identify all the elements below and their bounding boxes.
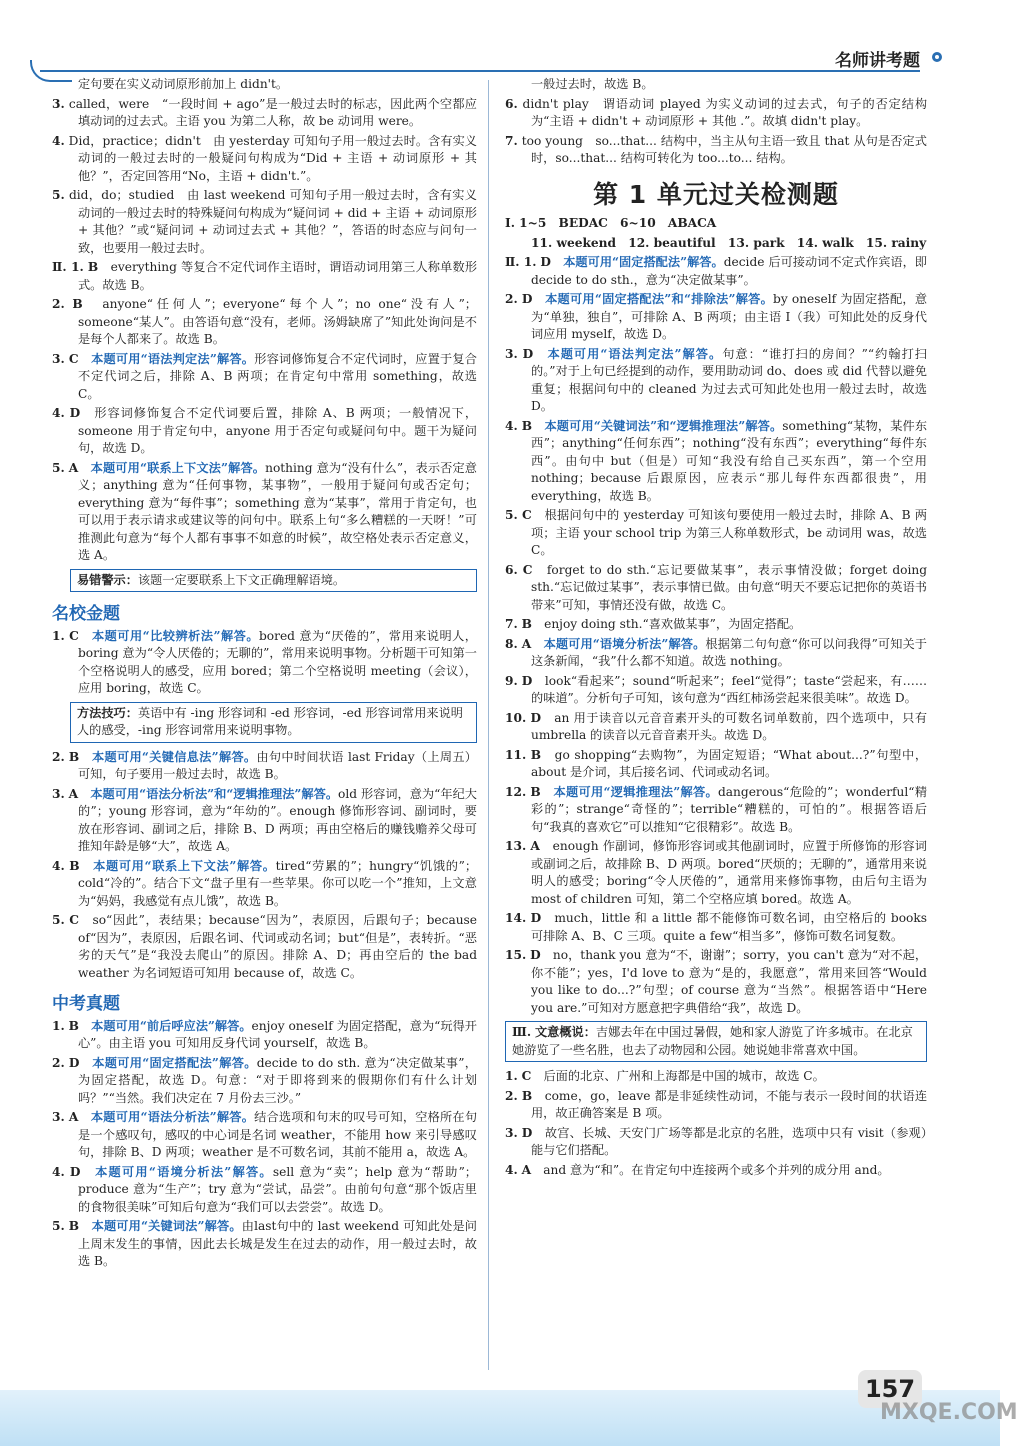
item-text: 句意：“谁打扫的房间？”“约翰打扫的。”对于上句已经提到的动作，要用助动词 do、does 或 did 代替以避免重复；根据问句中的 cleaned 为过去式可知此处也用一般过去时，故选 D。 bbox=[531, 346, 927, 413]
item-text: look“看起来”；sound“听起来”；feel“觉得”；taste“尝起来，有……的味道”。分析句子可知，该句意为“西红柿汤尝起来很美味”。故选 D。 bbox=[531, 673, 928, 705]
section1-line2 bbox=[505, 235, 927, 253]
method-highlight: 本题可用“关键信息法”解答。 bbox=[92, 749, 257, 764]
item-text: forget to do sth.“忘记要做某事”，表示事情没做；forget doing sth.“忘记做过某事”，表示事情已做。由句意“明天不要忘记把你的英语书带来”可知，事情还没有做，故选 C。 bbox=[531, 562, 928, 612]
item-number: 2. bbox=[505, 292, 518, 306]
method-highlight: 本题可用“联系上下文法”解答。 bbox=[93, 858, 276, 873]
answer-item bbox=[505, 133, 927, 168]
item-number: 10. bbox=[505, 710, 527, 725]
item-number: 5. bbox=[52, 188, 65, 202]
gold-items-2 bbox=[52, 749, 477, 983]
gold-items bbox=[52, 628, 477, 698]
method-highlight: 本题可用“固定搭配法”解答。 bbox=[563, 255, 724, 269]
answer-item bbox=[505, 710, 927, 745]
item-text: enjoy doing sth.“喜欢做某事”，为固定搭配。 bbox=[544, 617, 802, 631]
item-answer: D bbox=[522, 346, 534, 361]
item-number: 2. bbox=[52, 749, 65, 764]
item-text: everything 等复合不定代词作主语时，谓语动词用第三人称单数形式。故选 B。 bbox=[78, 260, 478, 292]
item-number: 1. bbox=[52, 1018, 65, 1033]
right-section-3 bbox=[505, 1068, 927, 1179]
method-highlight: 本题可用“逻辑推理法”解答。 bbox=[553, 784, 718, 799]
answer-item bbox=[505, 673, 927, 708]
item-text: enjoy oneself 为固定搭配，意为“玩得开心”。由主语 you 可知用反身代词 yourself，故选 B。 bbox=[78, 1018, 477, 1050]
warning-box bbox=[70, 569, 477, 593]
item-answer: C bbox=[69, 628, 79, 643]
item-number: 3. bbox=[52, 351, 65, 366]
section-heading-gold: 名校金题 bbox=[52, 604, 120, 624]
item-text: by oneself 为固定搭配，意为“单独，独自”，可排除 A、B 两项；由主语 I（我）可知此处的反身代词应用 myself，故选 D。 bbox=[531, 292, 928, 341]
item-answer: B bbox=[68, 749, 80, 764]
answer-item bbox=[52, 259, 477, 294]
item-text: something“某物，某件东西”；anything“任何东西”；nothing“没有东西”；everything“每件东西”。由句中 but（但是）可知“我没有给自己买东西”，第一个空用 nothing；because 后跟原因，应表示“那儿每件东西都很贵”，用 everything，故选 B。 bbox=[531, 418, 928, 503]
item-text: anyone“任何人”；everyone“每个人”；no one“没有人”；someone“某人”。由答语句意“没有，老师。汤姆缺席了”知此处询问是不是每个人都来了。故选 B。 bbox=[78, 297, 477, 346]
right-top-items bbox=[505, 96, 927, 168]
item-text: 根据第二句句意“你可以问我得”可知关于这条新闻，“我”什么都不知道。故选 nothing。 bbox=[531, 636, 927, 668]
answer-item bbox=[505, 346, 927, 416]
method-highlight: 本题可用“关键词法”和“逻辑推理法”解答。 bbox=[544, 418, 783, 433]
tip-label: 方法技巧： bbox=[77, 705, 138, 720]
summary-text: 吉娜去年在中国过暑假，她和家人游览了许多城市。在北京她游览了一些名胜，也去了动物园和公园。她说她非常喜欢中国。 bbox=[512, 1025, 913, 1057]
tip-box bbox=[70, 702, 477, 743]
item-number: 5. bbox=[52, 1219, 65, 1233]
item-text: 形容词修饰复合不定代词要后置，排除 A、B 两项；一般情况下，someone 用于肯定句中，anyone 用于否定句或疑问句中。题干为疑问句，故选 D。 bbox=[78, 406, 478, 455]
item-answer: B bbox=[521, 418, 533, 433]
item-number: 4. bbox=[52, 406, 65, 420]
unit-title: 第 1 单元过关检测题 bbox=[593, 179, 839, 209]
item-text: 后面的北京、广州和上海都是中国的城市，故选 C。 bbox=[543, 1069, 825, 1083]
header-dot-icon bbox=[932, 52, 942, 62]
item-number: 6. bbox=[505, 96, 518, 111]
item-answer: D bbox=[521, 1125, 533, 1140]
answer-item bbox=[505, 947, 927, 1017]
right-continuation: 一般过去时，故选 B。 bbox=[531, 77, 654, 91]
item-number: 3. bbox=[52, 1110, 65, 1124]
item-answer: A bbox=[521, 1162, 532, 1177]
section1-answers: Ⅰ. 1~5 BEDAC 6~10 ABACA bbox=[505, 216, 717, 230]
item-number: 4. bbox=[52, 858, 65, 873]
item-text: an 用于读音以元音音素开头的可数名词单数前，四个选项中，只有 umbrella 的读音以元音音素开头。故选 D。 bbox=[531, 710, 928, 742]
item-text: nothing 意为“没有什么”，表示否定意义；anything 意为“任何事物，某事物”，一般用于疑问句或否定句；everything 意为“每件事”；something 意为“某事”，常用于肯定句，也可以用于表示请求或建议等的问句中。联系上句“多么糟糕的一天呀！”可推测此句意为“每个人都有事事不如意的时候”，故空格处表示否定意义，选 A。 bbox=[78, 460, 477, 562]
answer-item bbox=[52, 912, 477, 982]
item-answer: D bbox=[540, 255, 551, 269]
item-number: 1. bbox=[52, 628, 65, 643]
item-number: 4. bbox=[505, 418, 518, 433]
answer-item bbox=[505, 784, 927, 837]
summary-box bbox=[505, 1021, 927, 1062]
item-text: dangerous“危险的”；wonderful“精彩的”；strange“奇怪的”；terrible“糟糕的，可怕的”。根据答语后句“我真的喜欢它”可以推知“它很精彩”。故选 B。 bbox=[531, 784, 928, 834]
item-text: decide to do sth. 意为“决定做某事”，为固定搭配，故选 D。句意：“对于即将到来的假期你们有什么计划吗？”“当然。我们决定在 7 月份去三沙。” bbox=[78, 1055, 477, 1105]
method-highlight: 本题可用“关键词法”解答。 bbox=[91, 1219, 242, 1233]
item-text: 由last句中的 last weekend 可知此处是问上周末发生的事情，因此去长城是发生在过去的动作，用一般过去时，故选 B。 bbox=[78, 1219, 477, 1268]
item-answer: B bbox=[68, 1219, 80, 1233]
item-number: Ⅱ. 1. bbox=[505, 255, 537, 269]
zhongkao-items bbox=[52, 1018, 477, 1271]
answer-item bbox=[52, 786, 477, 856]
item-answer: B bbox=[521, 1088, 533, 1103]
item-answer: B bbox=[530, 784, 541, 799]
item-answer: D bbox=[69, 1164, 81, 1179]
item-number: 13. bbox=[505, 839, 527, 853]
item-text: go shopping“去购物”，为固定短语；“What about...?”句型中，about 是介词，其后接名词、代词或动名词。 bbox=[531, 747, 928, 779]
answer-item bbox=[505, 418, 927, 506]
item-answer: C bbox=[69, 913, 79, 927]
item-text: enough 作副词，修饰形容词或其他副词时，应置于所修饰的形容词或副词之后，故排除 B、D 两项。bored“厌烦的；无聊的”，通常用来说明人的感受；boring“令人厌倦的”，通常用来修饰事物，由后句主语为 most of children 可知，第二个空格应填 bored。故选 A。 bbox=[531, 839, 927, 906]
item-text: called，were “一段时间 + ago”是一般过去时的标志，因此两个空都应填动词的过去式。主语 you 为第二人称，故 be 动词用 were。 bbox=[68, 96, 477, 128]
item-number: 4. bbox=[52, 133, 65, 148]
item-number: Ⅱ. 1. bbox=[52, 260, 84, 274]
item-answer: C bbox=[521, 1069, 532, 1083]
warning-label: 易错警示： bbox=[77, 572, 138, 587]
footer-wave bbox=[0, 1390, 1000, 1446]
item-number: 7. bbox=[505, 617, 518, 631]
item-answer: B bbox=[530, 747, 542, 762]
method-highlight: 本题可用“固定搭配法”和“排除法”解答。 bbox=[545, 292, 774, 306]
section1-line1 bbox=[505, 215, 927, 233]
answer-item bbox=[505, 747, 927, 782]
tip-text: 英语中有 -ing 形容词和 -ed 形容词，-ed 形容词常用来说明人的感受，-ing 形容词常用来说明事物。 bbox=[77, 705, 463, 737]
answer-item bbox=[52, 1109, 477, 1162]
answer-item bbox=[505, 291, 927, 344]
method-highlight: 本题可用“语法分析法”和“逻辑推理法”解答。 bbox=[90, 786, 339, 801]
header-title: 名师讲考题 bbox=[835, 51, 920, 71]
answer-item bbox=[52, 1164, 477, 1217]
answer-item bbox=[52, 749, 477, 784]
item-number: 6. bbox=[505, 562, 518, 577]
item-text: did，do；studied 由 last weekend 可知句子用一般过去时，含有实义动词的一般过去时的特殊疑问句构成为“疑问词 + did + 主语 + 动词原形 + 其他？”或“疑问词 + 动词过去式 + 其他？”，答语的时态应与问句一致，也要用一般过去时。 bbox=[68, 188, 477, 255]
method-highlight: 本题可用“语法判定法”解答。 bbox=[547, 346, 723, 361]
method-highlight: 本题可用“语法判定法”解答。 bbox=[91, 351, 255, 366]
summary-label: 文意概说： bbox=[534, 1025, 596, 1039]
method-highlight: 本题可用“前后呼应法”解答。 bbox=[91, 1018, 252, 1033]
answer-item bbox=[52, 858, 477, 911]
item-number: 3. bbox=[52, 96, 65, 111]
item-number: 4. bbox=[52, 1164, 65, 1179]
item-text: 形容词修饰复合不定代词时，应置于复合不定代词之后，排除 A、B 两项；在肯定句中常用 something，故选 C。 bbox=[78, 351, 477, 401]
warning-text: 该题一定要联系上下文正确理解语境。 bbox=[137, 572, 346, 587]
item-text: tired“劳累的”；hungry“饥饿的”；cold“冷的”。结合下文“盘子里有一些苹果。你可以吃一个”推知，上文意为“妈妈，我感觉有点儿饿”，故选 B。 bbox=[78, 858, 478, 908]
answer-item bbox=[52, 296, 477, 349]
item-answer: D bbox=[68, 1055, 80, 1070]
item-number: 5. bbox=[52, 913, 65, 927]
answer-item bbox=[52, 187, 477, 257]
item-number: 2. bbox=[52, 1055, 65, 1070]
section1-answers-2: 11. weekend 12. beautiful 13. park 14. walk 15. rainy bbox=[531, 235, 927, 250]
item-answer: A bbox=[530, 839, 540, 853]
item-answer: B bbox=[68, 1018, 79, 1033]
item-text: old 形容词，意为“年纪大的”；young 形容词，意为“年幼的”。enough 修饰形容词、副词时，要放在形容词、副词之后，排除 B、D 两项；再由空格后的赚钱赡养父母可推知年龄是够“大”，故选 A。 bbox=[78, 786, 477, 853]
item-answer: B bbox=[69, 858, 80, 873]
right-column bbox=[505, 76, 927, 1181]
item-number: 14. bbox=[505, 911, 527, 925]
item-answer: D bbox=[530, 710, 542, 725]
answer-item bbox=[52, 351, 477, 404]
item-text: decide 后可接动词不定式作宾语，即 decide to do sth.，意为“决定做某事”。 bbox=[531, 255, 927, 287]
item-answer: B bbox=[521, 617, 532, 631]
item-text: much，little 和 a little 都不能修饰可数名词，由空格后的 books 可排除 A、B、C 三项。quite a few“相当多”，修饰可数名词复数。 bbox=[531, 911, 928, 943]
item-text: and 意为“和”。在肯定句中连接两个或多个并列的成分用 and。 bbox=[543, 1162, 890, 1177]
item-text: didn't play 谓语动词 played 为实义动词的过去式，句子的否定结构为“主语 + didn't + 动词原形 + 其他 .”。故填 didn't play。 bbox=[522, 96, 928, 128]
item-text: 由句中时间状语 last Friday（上周五）可知，句子要用一般过去时，故选 B。 bbox=[78, 749, 477, 781]
column-divider bbox=[488, 80, 489, 1370]
left-section-2 bbox=[52, 259, 477, 565]
answer-item bbox=[52, 628, 477, 698]
item-number: 12. bbox=[505, 784, 527, 799]
answer-item bbox=[52, 1218, 477, 1271]
summary-prefix: Ⅲ. bbox=[512, 1025, 532, 1039]
item-answer: D bbox=[521, 292, 533, 306]
method-highlight: 本题可用“语境分析法”解答。 bbox=[543, 636, 706, 651]
answer-item bbox=[505, 838, 927, 908]
item-number: 7. bbox=[505, 133, 518, 148]
answer-item bbox=[52, 405, 477, 458]
item-text: so“因此”，表结果；because“因为”，表原因，后跟句子；because of“因为”，表原因，后跟名词、代词或动名词；but“但是”，表转折。“恶劣的天气”是“我没去爬山”的原因。排除 A、D；再由空后的 the bad weather 为名词短语可知用 because of，故选 C。 bbox=[78, 913, 478, 980]
method-highlight: 本题可用“语境分析法”解答。 bbox=[95, 1164, 273, 1179]
answer-item bbox=[52, 96, 477, 131]
item-answer: D bbox=[530, 911, 542, 925]
answer-item bbox=[52, 133, 477, 186]
answer-item bbox=[505, 96, 927, 131]
item-answer: B bbox=[87, 260, 99, 274]
item-text: 故宫、长城、天安门广场等都是北京的名胜，选项中只有 visit（参观）能与它们搭配。 bbox=[531, 1125, 928, 1157]
item-text: 结合选项和句末的叹号可知，空格所在句是一个感叹句，感叹的中心词是名词 weather，不能用 how 来引导感叹句，排除 B、D 两项；weather 是不可数名词，其前不能用 a，故选 A。 bbox=[78, 1110, 478, 1159]
item-text: 根据问句中的 yesterday 可知该句要使用一般过去时，排除 A、B 两项；主语 your school trip 为第三人称单数形式，be 动词用 was，故选 C。 bbox=[531, 508, 928, 557]
method-highlight: 本题可用“联系上下文法”解答。 bbox=[90, 460, 266, 475]
item-number: 3. bbox=[52, 786, 65, 801]
item-number: 1. bbox=[505, 1069, 518, 1083]
item-answer: B bbox=[72, 297, 83, 311]
answer-item bbox=[52, 460, 477, 565]
item-number: 15. bbox=[505, 948, 527, 962]
item-answer: C bbox=[522, 562, 533, 577]
item-text: no，thank you 意为“不，谢谢”；sorry，you can't 意为“对不起，你不能”；yes，I'd love to 意为“是的，我愿意”，常用来回答“Would you like to do...?”句型；of course 意为“当然”。根据答语中“Here you are.”可知对方愿意把字典借给“我”，故选 D。 bbox=[531, 948, 928, 1015]
watermark: MXQE.COM bbox=[880, 1400, 1018, 1425]
item-number: 3. bbox=[505, 346, 518, 361]
item-answer: A bbox=[521, 636, 532, 651]
answer-item bbox=[505, 1162, 927, 1180]
item-answer: A bbox=[68, 1110, 79, 1124]
item-text: bored 意为“厌倦的”，常用来说明人，boring 意为“令人厌倦的；无聊的”，常用来说明事物。分析题干可知第一个空格说明人的感受，应用 bored；第二个空格说明 meeting（会议），应用 boring，故选 C。 bbox=[78, 628, 477, 695]
right-section-2 bbox=[505, 254, 927, 1017]
item-text: 定句要在实义动词原形前加上 didn't。 bbox=[78, 77, 289, 91]
header-rule bbox=[40, 70, 920, 72]
answer-item bbox=[505, 1125, 927, 1160]
answer-item bbox=[52, 76, 477, 94]
item-text: too young so...that... 结构中，当主从句主语一致且 that 从句是否定式时，so...that... 结构可转化为 too...to... 结构。 bbox=[521, 133, 927, 165]
item-answer: D bbox=[69, 406, 81, 420]
item-number: 4. bbox=[505, 1162, 518, 1177]
item-number: 8. bbox=[505, 636, 518, 651]
method-highlight: 本题可用“语法分析法”解答。 bbox=[90, 1110, 255, 1124]
item-answer: C bbox=[68, 351, 79, 366]
item-text: come，go，leave 都是非延续性动词，不能与表示一段时间的状语连用，故正确答案是 B 项。 bbox=[531, 1088, 928, 1120]
answer-item bbox=[505, 507, 927, 560]
answer-item bbox=[505, 562, 927, 615]
answer-item bbox=[505, 1068, 927, 1086]
item-number: 2. bbox=[52, 297, 65, 311]
item-answer: D bbox=[521, 673, 533, 688]
answer-item bbox=[505, 254, 927, 289]
item-number: 2. bbox=[505, 1088, 518, 1103]
page-number: 157 bbox=[858, 1370, 922, 1408]
method-highlight: 本题可用“比较辨析法”解答。 bbox=[91, 628, 259, 643]
section-heading-zhongkao: 中考真题 bbox=[52, 994, 120, 1014]
item-answer: C bbox=[521, 508, 532, 522]
left-top-items bbox=[52, 76, 477, 257]
item-number: 3. bbox=[505, 1125, 518, 1140]
answer-item bbox=[505, 1088, 927, 1123]
answer-item bbox=[505, 636, 927, 671]
method-highlight: 本题可用“固定搭配法”解答。 bbox=[92, 1055, 257, 1070]
item-text: sell 意为“卖”；help 意为“帮助”；produce 意为“生产”；try 意为“尝试，品尝”。由前句句意“那个饭店里的食物很美味”可知后句意为“我们可以去尝尝”。故选 D。 bbox=[78, 1164, 477, 1214]
item-number: 5. bbox=[52, 460, 65, 475]
item-number: 5. bbox=[505, 508, 518, 522]
item-answer: D bbox=[530, 948, 541, 962]
item-number: 9. bbox=[505, 673, 518, 688]
item-number: 11. bbox=[505, 747, 527, 762]
item-text: Did，practice；didn't 由 yesterday 可知句子用一般过去时。含有实义动词的一般过去时的一般疑问句构成为“Did + 主语 + 动词原形 + 其他？”，否定回答用“No，主语 + didn't.”。 bbox=[68, 133, 477, 183]
answer-item bbox=[505, 910, 927, 945]
answer-item bbox=[52, 1055, 477, 1108]
item-answer: A bbox=[68, 460, 79, 475]
answer-item bbox=[505, 616, 927, 634]
item-answer: A bbox=[68, 786, 79, 801]
left-column bbox=[52, 76, 477, 1273]
answer-item bbox=[52, 1018, 477, 1053]
